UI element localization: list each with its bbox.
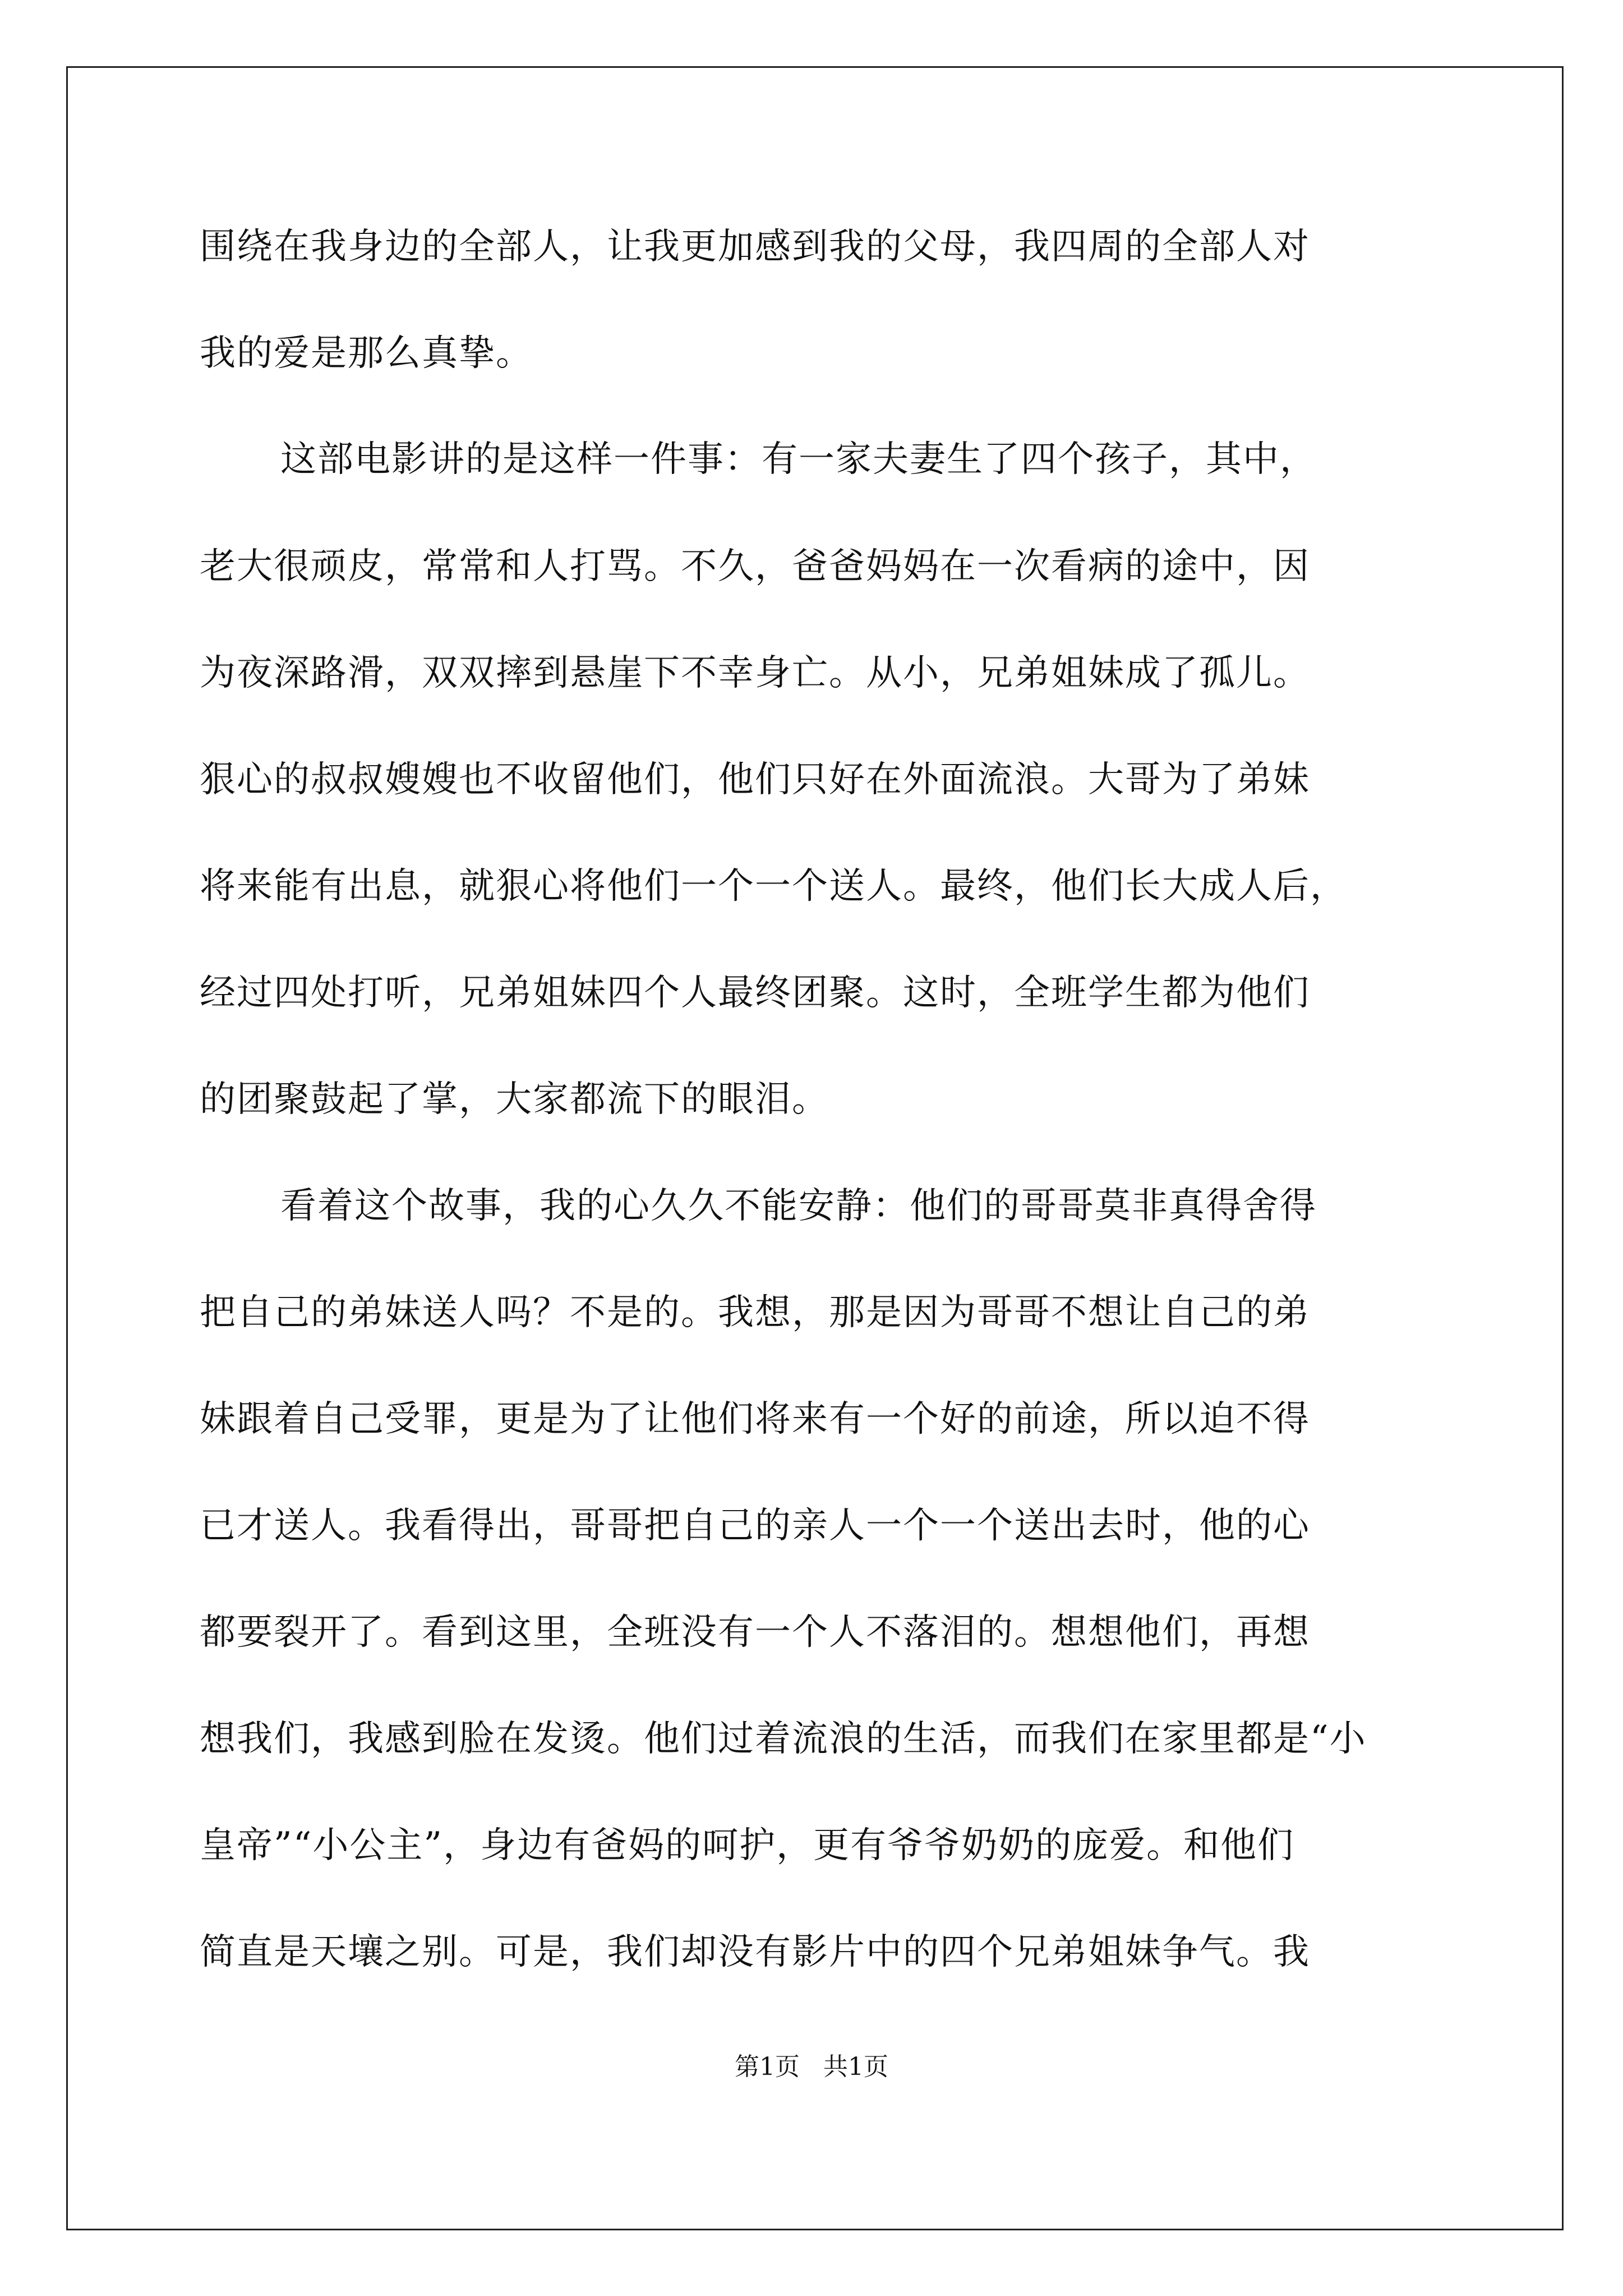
text-line: 皇帝”“小公主”，身边有爸妈的呵护，更有爷爷奶奶的庞爱。和他们 bbox=[200, 1825, 1295, 1866]
text-line: 将来能有出息，就狠心将他们一个一个送人。最终，他们长大成人后， bbox=[200, 866, 1347, 907]
paragraph-start-line: 这部电影讲的是这样一件事：有一家夫妻生了四个孩子，其中， bbox=[280, 439, 1317, 480]
page-total: 共1页 bbox=[823, 2053, 888, 2081]
text-line: 已才送人。我看得出，哥哥把自己的亲人一个一个送出去时，他的心 bbox=[200, 1505, 1310, 1547]
text-line: 围绕在我身边的全部人，让我更加感到我的父母，我四周的全部人对 bbox=[200, 226, 1310, 268]
text-line: 妹跟着自己受罪，更是为了让他们将来有一个好的前途，所以迫不得 bbox=[200, 1398, 1310, 1440]
text-line: 都要裂开了。看到这里，全班没有一个人不落泪的。想想他们，再想 bbox=[200, 1612, 1310, 1653]
paragraph-start-line: 看着这个故事，我的心久久不能安静：他们的哥哥莫非真得舍得 bbox=[280, 1185, 1317, 1227]
text-line: 老大很顽皮，常常和人打骂。不久，爸爸妈妈在一次看病的途中，因 bbox=[200, 546, 1310, 587]
text-line: 想我们，我感到脸在发烫。他们过着流浪的生活，而我们在家里都是“小 bbox=[200, 1718, 1367, 1760]
text-line: 我的爱是那么真挚。 bbox=[200, 333, 533, 374]
page-border bbox=[66, 66, 1564, 2230]
text-line: 简直是天壤之别。可是，我们却没有影片中的四个兄弟姐妹争气。我 bbox=[200, 1931, 1310, 1973]
text-line: 狠心的叔叔嫂嫂也不收留他们，他们只好在外面流浪。大哥为了弟妹 bbox=[200, 759, 1310, 800]
text-line: 把自己的弟妹送人吗？不是的。我想，那是因为哥哥不想让自己的弟 bbox=[200, 1292, 1310, 1333]
page-footer bbox=[0, 2050, 1623, 2084]
page-number: 第1页 bbox=[735, 2053, 800, 2081]
text-line: 经过四处打听，兄弟姐妹四个人最终团聚。这时，全班学生都为他们 bbox=[200, 972, 1310, 1014]
text-line: 为夜深路滑，双双摔到悬崖下不幸身亡。从小，兄弟姐妹成了孤儿。 bbox=[200, 652, 1310, 694]
text-line: 的团聚鼓起了掌，大家都流下的眼泪。 bbox=[200, 1079, 829, 1120]
